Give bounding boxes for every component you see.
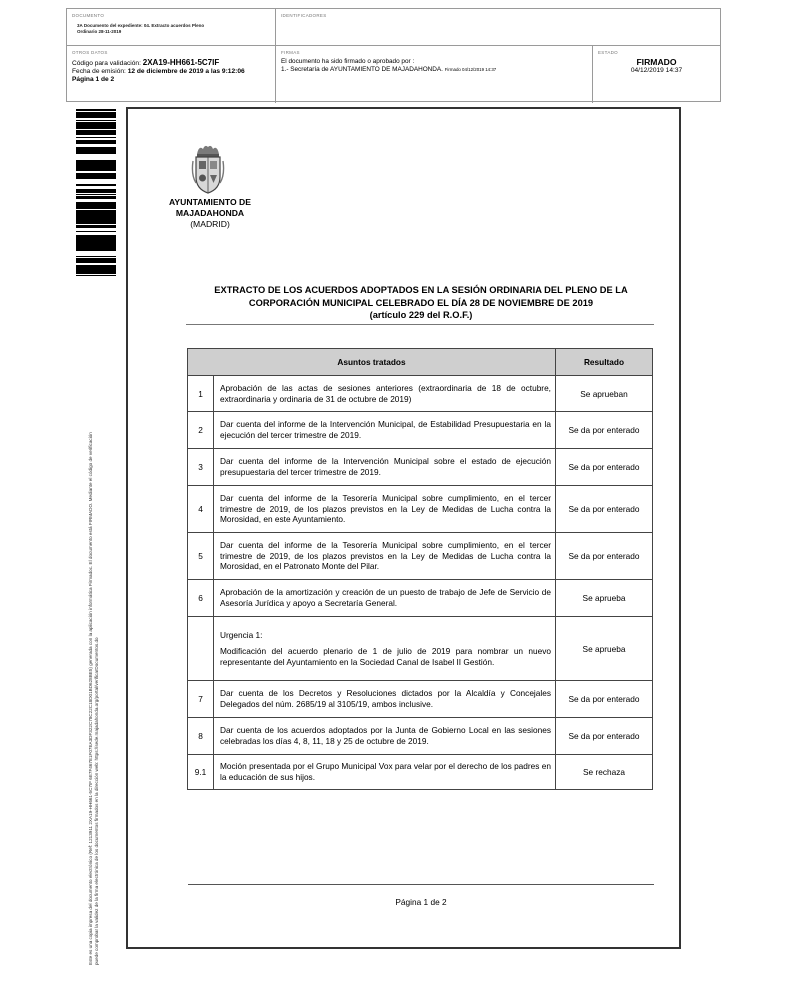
row-text: Dar cuenta de los Decretos y Resoluciones dictados por la Alcaldía y Concejales Delegados del núm. 2685/19 al 3105/19, ambos inclusive. [214, 681, 556, 718]
row-number: 8 [188, 718, 214, 755]
row-text: Aprobación de la amortización y creación de un puesto de trabajo de Jefe de Servicio de Asesoría Jurídica y apoyo a Secretaría General. [214, 580, 556, 617]
estado-fecha: 04/12/2019 14:37 [630, 67, 683, 74]
row-result: Se da por enterado [556, 412, 653, 449]
table-row [188, 580, 653, 617]
row-number [188, 617, 214, 681]
firmas-label: FIRMAS [281, 50, 300, 55]
firmas-cell [276, 46, 592, 103]
title-underline [186, 324, 654, 325]
firmante: 1.- Secretaría de AYUNTAMIENTO DE MAJADAHONDA. [281, 66, 443, 73]
municipality-name [150, 197, 270, 230]
estado-value: FIRMADO [636, 57, 677, 67]
municipality-line-3: (MADRID) [190, 219, 230, 229]
row-number: 9.1 [188, 755, 214, 790]
verification-side-text [88, 225, 99, 965]
row-number: 5 [188, 533, 214, 580]
pagina-header: Página 1 de 2 [72, 76, 115, 83]
documento-text: 3A Documento del expediente: 04. Extracto acuerdos Pleno Ordinario 28-11-2019 [77, 23, 205, 34]
coat-of-arms-icon [191, 143, 225, 195]
row-text-urgencia [214, 617, 556, 681]
row-result: Se rechaza [556, 755, 653, 790]
title-line-3: (artículo 229 del R.O.F.) [369, 310, 473, 320]
row-number: 1 [188, 376, 214, 412]
urgencia-text: Modificación del acuerdo plenario de 1 de julio de 2019 para nombrar un nuevo representante del Ayuntamiento en la Sociedad Canal de Isabel II Gestión. [220, 646, 551, 667]
header-asuntos: Asuntos tratados [188, 349, 556, 376]
row-text: Dar cuenta del informe de la Intervención Municipal sobre el estado de ejecución presupuestaria del tercer trimestre de 2019. [214, 449, 556, 486]
header-resultado: Resultado [556, 349, 653, 376]
document-title [190, 284, 652, 322]
table-row [188, 486, 653, 533]
row-number: 7 [188, 681, 214, 718]
identificadores-label: IDENTIFICADORES [281, 13, 327, 18]
row-text: Dar cuenta del informe de la Tesorería Municipal sobre cumplimiento, en el tercer trimestre de 2019, de los plazos previstos en la Ley de Medidas de Lucha contra la Morosidad, en este Ayuntamiento. [214, 486, 556, 533]
table-row [188, 533, 653, 580]
otros-datos-label: OTROS DATOS [72, 50, 108, 55]
table-row [188, 412, 653, 449]
otros-datos-cell [67, 46, 275, 103]
firmante-fecha: Firmado 04/12/2019 14:37 [444, 67, 497, 72]
table-row [188, 755, 653, 790]
side-text-line-1: Este es una copia impresa del documento electrónico (Ref: 1213911 2XA19-HH661-5C7IF 6E7F467E1F07EA3DF322C78C22C18D01BD628BE5) generada con la aplicación informática Firmadoc. El documento está FIRMADO. Mediante el código de verificación [88, 432, 93, 965]
firmas-text: El documento ha sido firmado o aprobado por : [281, 58, 415, 65]
row-result: Se da por enterado [556, 533, 653, 580]
row-result: Se da por enterado [556, 449, 653, 486]
fecha-emision: 12 de diciembre de 2019 a las 9:12:06 [127, 68, 245, 75]
title-line-2: CORPORACIÓN MUNICIPAL CELEBRADO EL DÍA 28 DE NOVIEMBRE DE 2019 [248, 297, 594, 308]
row-result: Se aprueba [556, 617, 653, 681]
title-line-1: EXTRACTO DE LOS ACUERDOS ADOPTADOS EN LA SESIÓN ORDINARIA DEL PLENO DE LA [214, 285, 628, 295]
documento-label: DOCUMENTO [72, 13, 105, 18]
row-text: Dar cuenta del informe de la Tesorería Municipal sobre cumplimiento, en el tercer trimestre de 2019, de los plazos previstos en la Ley de Medidas de Lucha contra la Morosidad, en el Patronato Monte del Pilar. [214, 533, 556, 580]
row-text: Dar cuenta del informe de la Intervención Municipal, de Estabilidad Presupuestaria en la ejecución del tercer trimestre de 2019. [214, 412, 556, 449]
municipality-line-1: AYUNTAMIENTO DE [169, 197, 251, 207]
table-row [188, 718, 653, 755]
footer-rule [188, 884, 654, 885]
table-row [188, 617, 653, 681]
estado-cell [593, 46, 720, 103]
urgencia-label: Urgencia 1: [220, 629, 263, 640]
identificadores-cell [276, 9, 720, 45]
row-result: Se da por enterado [556, 486, 653, 533]
agenda-table [187, 348, 653, 790]
codigo-validacion: 2XA19-HH661-5C7IF [142, 58, 220, 67]
table-row [188, 449, 653, 486]
municipality-line-2: MAJADAHONDA [175, 208, 245, 218]
row-result: Se da por enterado [556, 718, 653, 755]
estado-label: ESTADO [598, 50, 618, 55]
row-number: 4 [188, 486, 214, 533]
documento-cell [67, 9, 275, 45]
row-result: Se aprueba [556, 580, 653, 617]
row-result: Se da por enterado [556, 681, 653, 718]
fecha-prefix: Fecha de emisión: [72, 68, 126, 75]
row-text: Moción presentada por el Grupo Municipal Vox para velar por el derecho de los padres en la educación de sus hijos. [214, 755, 556, 790]
page-number-footer: Página 1 de 2 [395, 897, 447, 907]
row-result: Se aprueban [556, 376, 653, 412]
row-number: 6 [188, 580, 214, 617]
row-text: Aprobación de las actas de sesiones anteriores (extraordinaria de 18 de octubre, extraordinaria y ordinaria de 31 de octubre de 2019) [214, 376, 556, 412]
row-number: 2 [188, 412, 214, 449]
codigo-prefix: Código para validación: [72, 60, 141, 67]
signature-header-box [66, 8, 721, 102]
table-row [188, 376, 653, 412]
side-text-line-2: puede comprobar la validez de la firma electrónica de los documentos firmados en la dirección web: https://sede.majadahonda.org/portal/verificarDocumentos.do [93, 637, 99, 965]
table-header-row [188, 349, 653, 376]
table-row [188, 681, 653, 718]
row-text: Dar cuenta de los acuerdos adoptados por la Junta de Gobierno Local en las sesiones celebradas los días 4, 8, 11, 18 y 25 de octubre de 2019. [214, 718, 556, 755]
row-number: 3 [188, 449, 214, 486]
